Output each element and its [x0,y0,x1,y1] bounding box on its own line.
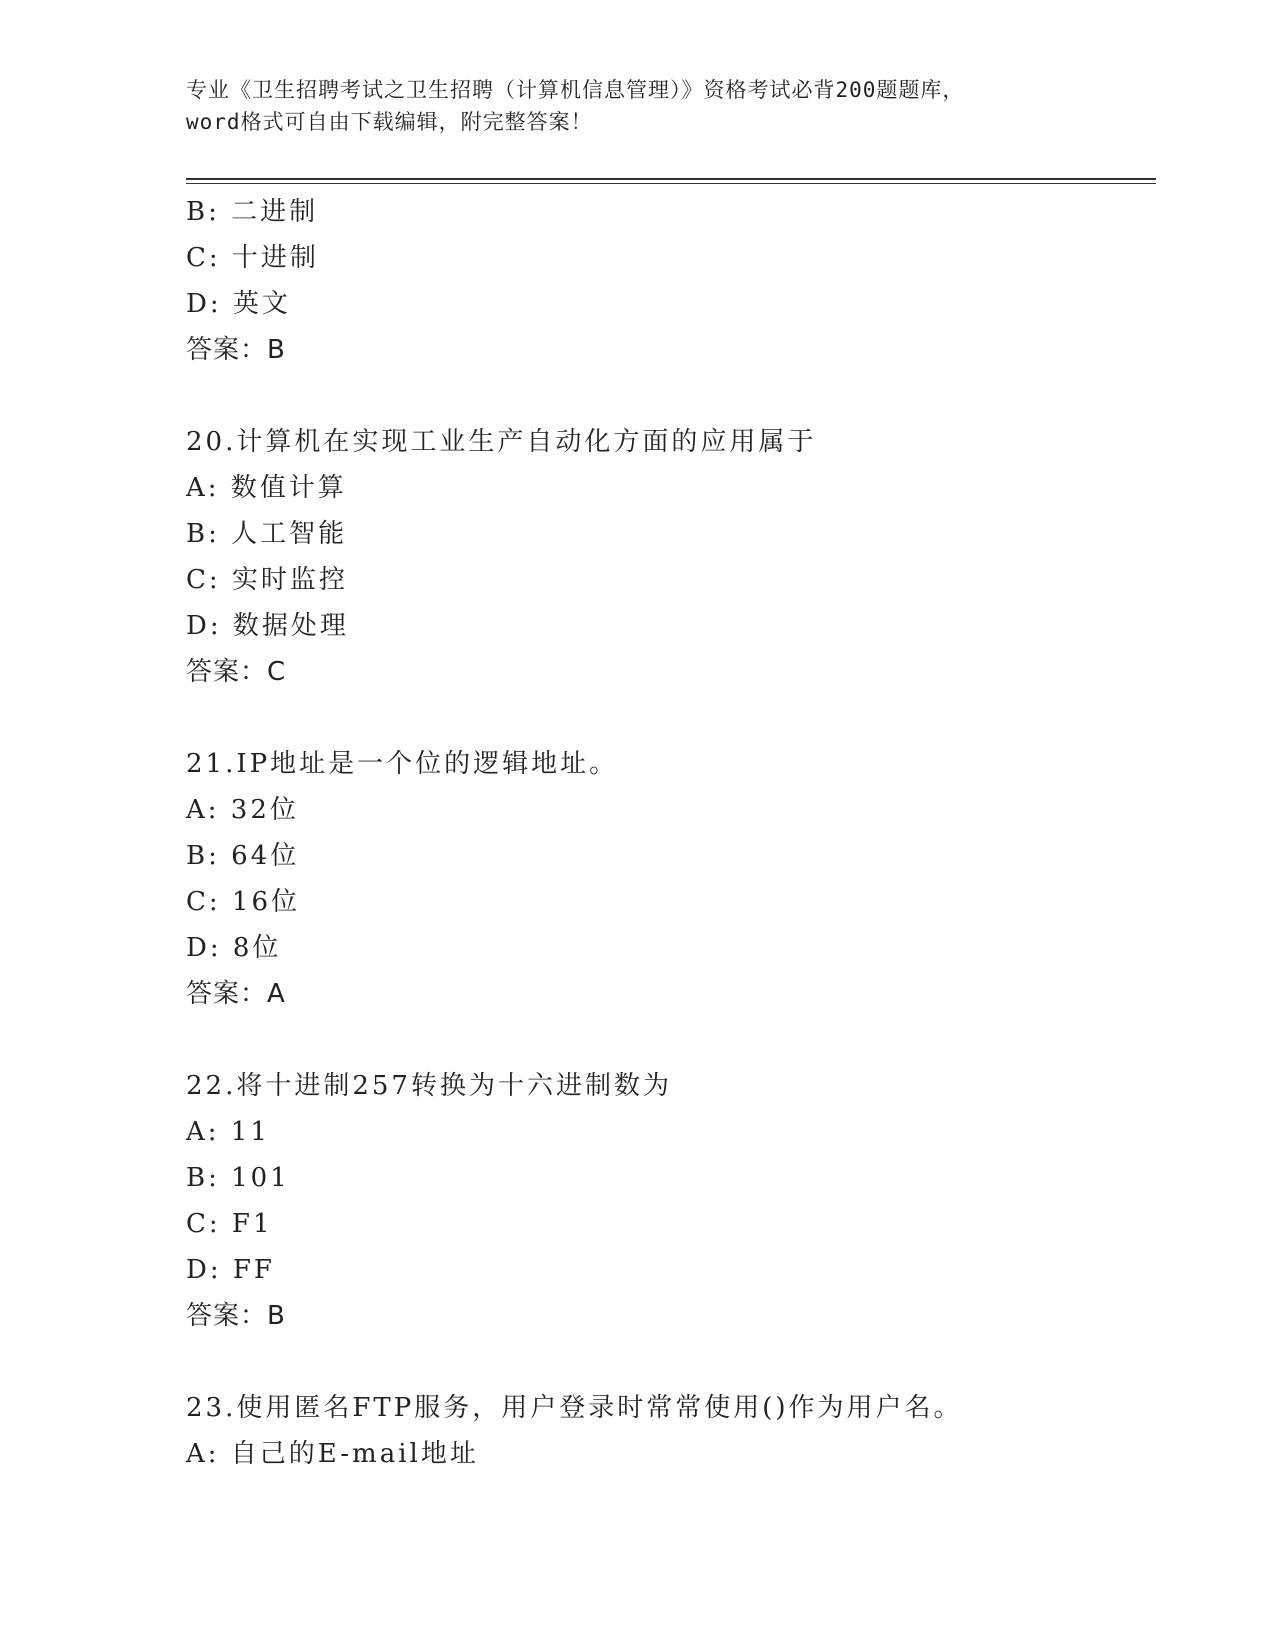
spacer [186,373,1156,419]
header-divider-thin [186,183,1156,184]
option-b: B: 人工智能 [186,519,348,549]
spacer [186,695,1156,741]
question-22 [186,1063,1156,1339]
option-c: C: 16位 [186,887,301,917]
option-c: C: 实时监控 [186,565,348,595]
option-c: C: 十进制 [186,243,319,273]
option-d: D: 数据处理 [186,611,349,641]
option-a: A: 11 [186,1117,270,1147]
question-text: 22.将十进制257转换为十六进制数为 [186,1071,672,1101]
question-19-tail [186,189,1156,373]
option-b: B: 64位 [186,841,300,871]
answer: 答案：B [186,335,286,365]
header-line-2: word格式可自由下载编辑，附完整答案！ [186,110,593,134]
question-text: 23.使用匿名FTP服务，用户登录时常常使用()作为用户名。 [186,1393,963,1423]
option-d: D: FF [186,1255,275,1285]
spacer [186,1017,1156,1063]
option-d: D: 英文 [186,289,291,319]
option-b: B: 101 [186,1163,290,1193]
answer: 答案：C [186,657,287,687]
option-d: D: 8位 [186,933,282,963]
answer: 答案：A [186,979,286,1009]
option-a: A: 数值计算 [186,473,347,503]
question-23 [186,1385,1156,1477]
question-20 [186,419,1156,695]
question-text: 21.IP地址是一个位的逻辑地址。 [186,749,619,779]
spacer [186,1339,1156,1385]
document-header [186,74,1086,138]
answer: 答案：B [186,1301,286,1331]
question-text: 20.计算机在实现工业生产自动化方面的应用属于 [186,427,817,457]
header-line-1: 专业《卫生招聘考试之卫生招聘（计算机信息管理）》资格考试必背200题题库， [186,78,965,102]
header-divider-thick [186,178,1156,180]
option-c: C: F1 [186,1209,273,1239]
option-a: A: 自己的E-mail地址 [186,1439,479,1469]
question-21 [186,741,1156,1017]
option-b: B: 二进制 [186,197,319,227]
option-a: A: 32位 [186,795,299,825]
question-list [186,189,1156,1477]
